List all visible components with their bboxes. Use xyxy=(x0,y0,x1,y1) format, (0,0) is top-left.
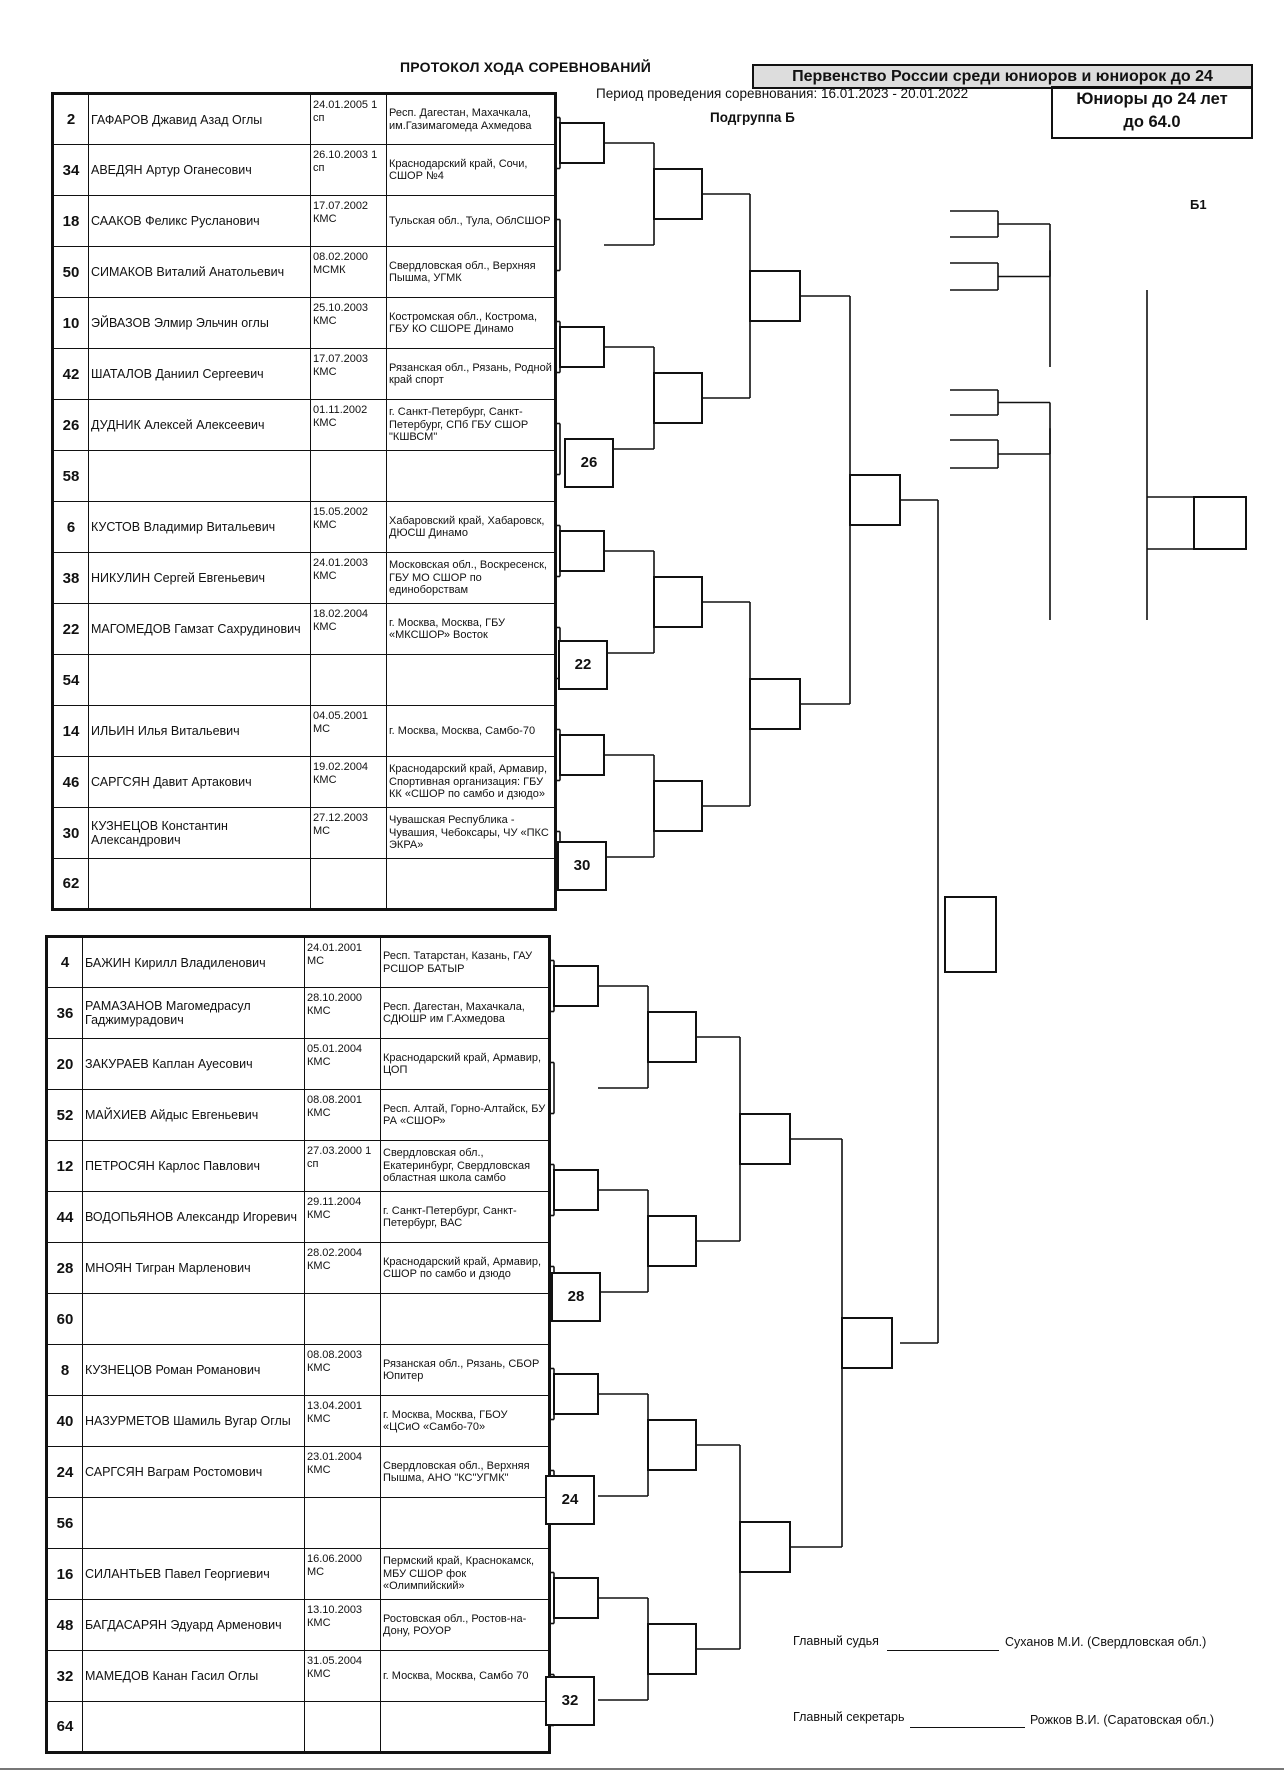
chief-judge-label: Главный судья xyxy=(793,1634,879,1648)
birthdate-rank xyxy=(311,502,387,553)
bye-seed-box: 32 xyxy=(545,1676,595,1726)
sport-rank: КМС xyxy=(313,417,337,429)
draw-number: 36 xyxy=(47,988,83,1039)
birthdate-rank xyxy=(305,1345,381,1396)
athlete-name: ШАТАЛОВ Даниил Сергеевич xyxy=(89,349,311,400)
birthdate-rank xyxy=(305,937,381,988)
weight-category: до 64.0 xyxy=(1123,113,1181,131)
athlete-club: Респ. Татарстан, Казань, ГАУ РСШОР БАТЫР xyxy=(381,937,550,988)
draw-number: 26 xyxy=(53,400,89,451)
birthdate-rank xyxy=(311,349,387,400)
athlete-name: БАГДАСАРЯН Эдуард Арменович xyxy=(83,1600,305,1651)
athlete-name: КУСТОВ Владимир Витальевич xyxy=(89,502,311,553)
table-row xyxy=(47,1039,550,1090)
table-row xyxy=(53,706,556,757)
athlete-name: ПЕТРОСЯН Карлос Павлович xyxy=(83,1141,305,1192)
chief-secretary-name: Рожков В.И. (Саратовская обл.) xyxy=(1030,1713,1214,1727)
birth-date: 08.08.2003 xyxy=(307,1349,363,1361)
match-box xyxy=(945,897,996,972)
draw-number: 44 xyxy=(47,1192,83,1243)
table-row xyxy=(47,937,550,988)
draw-number: 12 xyxy=(47,1141,83,1192)
draw-number: 52 xyxy=(47,1090,83,1141)
athlete-name xyxy=(83,1702,305,1753)
draw-number: 30 xyxy=(53,808,89,859)
athlete-club xyxy=(381,1498,550,1549)
birthdate-rank xyxy=(311,553,387,604)
athlete-club: Респ. Алтай, Горно-Алтайск, БУ РА «СШОР» xyxy=(381,1090,550,1141)
birth-date: 05.01.2004 xyxy=(307,1043,363,1055)
draw-number: 22 xyxy=(53,604,89,655)
bye-seed-box: 24 xyxy=(545,1475,595,1525)
birthdate-rank xyxy=(305,1039,381,1090)
birth-date: 27.03.2000 1 xyxy=(307,1145,372,1157)
athlete-club: Свердловская обл., Екатеринбург, Свердловская областная школа самбо xyxy=(381,1141,550,1192)
birthdate-rank xyxy=(311,298,387,349)
athlete-name: ДУДНИК Алексей Алексеевич xyxy=(89,400,311,451)
table-row xyxy=(53,145,556,196)
sport-rank: сп xyxy=(313,162,325,174)
table-row xyxy=(53,604,556,655)
sport-rank: КМС xyxy=(307,1362,331,1374)
athlete-club: Краснодарский край, Сочи, СШОР №4 xyxy=(387,145,556,196)
sport-rank: МС xyxy=(313,825,331,837)
athlete-club: Хабаровский край, Хабаровск, ДЮСШ Динамо xyxy=(387,502,556,553)
birth-date: 23.01.2004 xyxy=(307,1451,363,1463)
athlete-name: КУЗНЕЦОВ Константин Александрович xyxy=(89,808,311,859)
birthdate-rank xyxy=(311,247,387,298)
draw-number: 4 xyxy=(47,937,83,988)
birthdate-rank xyxy=(311,655,387,706)
match-box xyxy=(750,271,800,321)
athlete-name: ВОДОПЬЯНОВ Александр Игоревич xyxy=(83,1192,305,1243)
bye-seed-box: 28 xyxy=(551,1272,601,1322)
match-box xyxy=(850,475,900,525)
athlete-name: САРГСЯН Ваграм Ростомович xyxy=(83,1447,305,1498)
match-box xyxy=(560,327,604,367)
athlete-club: Московская обл., Воскресенск, ГБУ МО СШОР по единоборствам xyxy=(387,553,556,604)
table-row xyxy=(53,808,556,859)
participants-table-bottom xyxy=(45,935,551,1754)
sport-rank: КМС xyxy=(307,1413,331,1425)
table-row xyxy=(47,1498,550,1549)
table-row xyxy=(47,1090,550,1141)
sport-rank: КМС xyxy=(313,519,337,531)
table-row xyxy=(47,1141,550,1192)
birthdate-rank xyxy=(305,1702,381,1753)
sport-rank: сп xyxy=(307,1158,319,1170)
birthdate-rank xyxy=(311,145,387,196)
athlete-club: Чувашская Республика - Чувашия, Чебоксары, ЧУ «ПКС ЭКРА» xyxy=(387,808,556,859)
birthdate-rank xyxy=(305,1294,381,1345)
birthdate-rank xyxy=(311,808,387,859)
athlete-name: ГАФАРОВ Джавид Азад Оглы xyxy=(89,94,311,145)
birth-date: 24.01.2003 xyxy=(313,557,369,569)
birth-date: 04.05.2001 xyxy=(313,710,369,722)
sport-rank: КМС xyxy=(307,1107,331,1119)
athlete-name: МАМЕДОВ Канан Гасил Оглы xyxy=(83,1651,305,1702)
draw-number: 10 xyxy=(53,298,89,349)
draw-number: 62 xyxy=(53,859,89,910)
birthdate-rank xyxy=(305,1141,381,1192)
draw-number: 6 xyxy=(53,502,89,553)
athlete-club: г. Москва, Москва, Самбо-70 xyxy=(387,706,556,757)
birth-date: 13.04.2001 xyxy=(307,1400,363,1412)
chief-secretary-label: Главный секретарь xyxy=(793,1710,905,1724)
bye-seed-box: 30 xyxy=(557,841,607,891)
chief-judge-name: Суханов М.И. (Свердловская обл.) xyxy=(1005,1635,1207,1649)
table-row xyxy=(47,1447,550,1498)
sport-rank: КМС xyxy=(307,1056,331,1068)
athlete-club: Ростовская обл., Ростов-на-Дону, РОУОР xyxy=(381,1600,550,1651)
match-box xyxy=(554,1578,598,1618)
birth-date: 28.02.2004 xyxy=(307,1247,363,1259)
sport-rank: КМС xyxy=(307,1464,331,1476)
bye-seed-box: 26 xyxy=(564,438,614,488)
match-box xyxy=(560,123,604,163)
athlete-club: г. Москва, Москва, ГБУ «МКСШОР» Восток xyxy=(387,604,556,655)
athlete-club: Краснодарский край, Армавир, Спортивная организация: ГБУ КК «СШОР по самбо и дзюдо» xyxy=(387,757,556,808)
draw-number: 58 xyxy=(53,451,89,502)
sport-rank: сп xyxy=(313,112,325,124)
table-row xyxy=(53,502,556,553)
draw-number: 42 xyxy=(53,349,89,400)
table-row xyxy=(47,1294,550,1345)
table-row xyxy=(53,451,556,502)
competition-title: Первенство России среди юниоров и юниорок до 24 xyxy=(752,64,1253,89)
birthdate-rank xyxy=(305,1192,381,1243)
sport-rank: МС xyxy=(313,723,331,735)
birthdate-rank xyxy=(305,1396,381,1447)
birth-date: 28.10.2000 xyxy=(307,992,363,1004)
match-box xyxy=(648,1624,696,1674)
birth-date: 08.08.2001 xyxy=(307,1094,363,1106)
athlete-club: Краснодарский край, Армавир, СШОР по самбо и дзюдо xyxy=(381,1243,550,1294)
birthdate-rank xyxy=(305,1447,381,1498)
table-row xyxy=(47,988,550,1039)
draw-number: 46 xyxy=(53,757,89,808)
draw-number: 40 xyxy=(47,1396,83,1447)
athlete-club xyxy=(387,859,556,910)
sport-rank: МС xyxy=(307,1566,325,1578)
athlete-club: Респ. Дагестан, Махачкала, СДЮШР им Г.Ахмедова xyxy=(381,988,550,1039)
bye-seed-box: 22 xyxy=(558,640,608,690)
birth-date: 15.05.2002 xyxy=(313,506,369,518)
athlete-name: СИЛАНТЬЕВ Павел Георгиевич xyxy=(83,1549,305,1600)
athlete-club xyxy=(381,1294,550,1345)
match-box xyxy=(654,373,702,423)
sport-rank: КМС xyxy=(313,774,337,786)
birthdate-rank xyxy=(305,1090,381,1141)
athlete-club xyxy=(387,451,556,502)
match-box xyxy=(654,781,702,831)
birth-date: 13.10.2003 xyxy=(307,1604,363,1616)
birth-date: 01.11.2002 xyxy=(313,404,368,416)
table-row xyxy=(53,298,556,349)
birthdate-rank xyxy=(305,988,381,1039)
match-box xyxy=(560,531,604,571)
match-box xyxy=(654,577,702,627)
draw-number: 48 xyxy=(47,1600,83,1651)
birthdate-rank xyxy=(311,196,387,247)
sport-rank: КМС xyxy=(307,1260,331,1272)
birthdate-rank xyxy=(305,1549,381,1600)
birth-date: 29.11.2004 xyxy=(307,1196,362,1208)
athlete-name: ЭЙВАЗОВ Элмир Эльчин оглы xyxy=(89,298,311,349)
athlete-club: г. Санкт-Петербург, Санкт-Петербург, ВАС xyxy=(381,1192,550,1243)
athlete-club: г. Санкт-Петербург, Санкт-Петербург, СПб ГБУ СШОР "КШВСМ" xyxy=(387,400,556,451)
draw-number: 14 xyxy=(53,706,89,757)
athlete-club xyxy=(387,655,556,706)
draw-number: 8 xyxy=(47,1345,83,1396)
athlete-club: Респ. Дагестан, Махачкала, им.Газимагомеда Ахмедова xyxy=(387,94,556,145)
athlete-name: МНОЯН Тигран Марленович xyxy=(83,1243,305,1294)
table-row xyxy=(47,1192,550,1243)
match-box xyxy=(648,1420,696,1470)
sport-rank: КМС xyxy=(313,366,337,378)
birthdate-rank xyxy=(305,1651,381,1702)
draw-number: 2 xyxy=(53,94,89,145)
athlete-club: Костромская обл., Кострома, ГБУ КО СШОРЕ Динамо xyxy=(387,298,556,349)
match-box xyxy=(554,966,598,1006)
athlete-club: Рязанская обл., Рязань, Родной край спорт xyxy=(387,349,556,400)
draw-number: 20 xyxy=(47,1039,83,1090)
athlete-name xyxy=(83,1294,305,1345)
match-box xyxy=(554,1170,598,1210)
birth-date: 24.01.2005 1 xyxy=(313,99,378,111)
birthdate-rank xyxy=(311,859,387,910)
bracket-tag: Б1 xyxy=(1190,197,1207,212)
table-row xyxy=(47,1651,550,1702)
athlete-name: СИМАКОВ Виталий Анатольевич xyxy=(89,247,311,298)
athlete-club: Пермский край, Краснокамск, МБУ СШОР фок «Олимпийский» xyxy=(381,1549,550,1600)
match-box xyxy=(740,1522,790,1572)
birthdate-rank xyxy=(311,757,387,808)
birth-date: 25.10.2003 xyxy=(313,302,369,314)
table-row xyxy=(53,655,556,706)
chief-secretary-signature-line xyxy=(910,1727,1025,1728)
table-row xyxy=(53,859,556,910)
draw-number: 32 xyxy=(47,1651,83,1702)
athlete-name: АВЕДЯН Артур Оганесович xyxy=(89,145,311,196)
athlete-name: МАЙХИЕВ Айдыс Евгеньевич xyxy=(83,1090,305,1141)
birth-date: 17.07.2002 xyxy=(313,200,369,212)
sport-rank: КМС xyxy=(313,621,337,633)
sport-rank: МСМК xyxy=(313,264,346,276)
birth-date: 26.10.2003 1 xyxy=(313,149,378,161)
match-box xyxy=(842,1318,892,1368)
draw-number: 60 xyxy=(47,1294,83,1345)
athlete-name xyxy=(89,655,311,706)
draw-number: 56 xyxy=(47,1498,83,1549)
athlete-name: НАЗУРМЕТОВ Шамиль Вугар Оглы xyxy=(83,1396,305,1447)
match-box xyxy=(648,1216,696,1266)
draw-number: 50 xyxy=(53,247,89,298)
subgroup-label: Подгруппа Б xyxy=(710,110,795,125)
sport-rank: КМС xyxy=(313,570,337,582)
birth-date: 24.01.2001 xyxy=(307,942,363,954)
table-row xyxy=(47,1549,550,1600)
athlete-club xyxy=(381,1702,550,1753)
sport-rank: КМС xyxy=(313,213,337,225)
draw-number: 54 xyxy=(53,655,89,706)
athlete-club: г. Москва, Москва, Самбо 70 xyxy=(381,1651,550,1702)
draw-number: 64 xyxy=(47,1702,83,1753)
athlete-name: РАМАЗАНОВ Магомедрасул Гаджимурадович xyxy=(83,988,305,1039)
match-box xyxy=(648,1012,696,1062)
match-box xyxy=(560,735,604,775)
birth-date: 16.06.2000 xyxy=(307,1553,363,1565)
athlete-name: ИЛЬИН Илья Витальевич xyxy=(89,706,311,757)
draw-number: 18 xyxy=(53,196,89,247)
birthdate-rank xyxy=(311,706,387,757)
draw-number: 24 xyxy=(47,1447,83,1498)
athlete-name: КУЗНЕЦОВ Роман Романович xyxy=(83,1345,305,1396)
table-row xyxy=(47,1396,550,1447)
athlete-name: МАГОМЕДОВ Гамзат Сахрудинович xyxy=(89,604,311,655)
birth-date: 31.05.2004 xyxy=(307,1655,363,1667)
birth-date: 19.02.2004 xyxy=(313,761,369,773)
birthdate-rank xyxy=(305,1243,381,1294)
birthdate-rank xyxy=(311,604,387,655)
athlete-club: Краснодарский край, Армавир, ЦОП xyxy=(381,1039,550,1090)
athlete-name: НИКУЛИН Сергей Евгеньевич xyxy=(89,553,311,604)
athlete-club: г. Москва, Москва, ГБОУ «ЦСиО «Самбо-70» xyxy=(381,1396,550,1447)
draw-number: 28 xyxy=(47,1243,83,1294)
table-row xyxy=(47,1600,550,1651)
table-row xyxy=(53,196,556,247)
athlete-club: Рязанская обл., Рязань, СБОР Юпитер xyxy=(381,1345,550,1396)
draw-number: 34 xyxy=(53,145,89,196)
birthdate-rank xyxy=(305,1600,381,1651)
birthdate-rank xyxy=(311,400,387,451)
sport-rank: КМС xyxy=(307,1617,331,1629)
birth-date: 18.02.2004 xyxy=(313,608,369,620)
table-row xyxy=(53,94,556,145)
age-category: Юниоры до 24 лет xyxy=(1076,90,1228,108)
table-row xyxy=(47,1345,550,1396)
birth-date: 08.02.2000 xyxy=(313,251,369,263)
athlete-club: Свердловская обл., Верхняя Пышма, АНО "КС"УГМК" xyxy=(381,1447,550,1498)
protocol-title: ПРОТОКОЛ ХОДА СОРЕВНОВАНИЙ xyxy=(400,59,652,75)
athlete-name xyxy=(89,451,311,502)
table-row xyxy=(47,1243,550,1294)
table-row xyxy=(53,553,556,604)
table-row xyxy=(47,1702,550,1753)
table-row xyxy=(53,400,556,451)
chief-judge-signature-line xyxy=(887,1650,999,1651)
match-box xyxy=(1194,497,1246,549)
draw-number: 16 xyxy=(47,1549,83,1600)
sport-rank: КМС xyxy=(307,1668,331,1680)
athlete-club: Свердловская обл., Верхняя Пышма, УГМК xyxy=(387,247,556,298)
competition-period: Период проведения соревнования: 16.01.2023 - 20.01.2022 xyxy=(596,86,969,101)
table-row xyxy=(53,757,556,808)
sport-rank: МС xyxy=(307,955,325,967)
participants-table-top xyxy=(51,92,557,911)
table-row xyxy=(53,349,556,400)
athlete-name: ЗАКУРАЕВ Каплан Ауесович xyxy=(83,1039,305,1090)
page-edge-line xyxy=(0,1768,1284,1770)
birth-date: 17.07.2003 xyxy=(313,353,369,365)
match-box xyxy=(750,679,800,729)
athlete-club: Тульская обл., Тула, ОблСШОР xyxy=(387,196,556,247)
table-row xyxy=(53,247,556,298)
athlete-name: БАЖИН Кирилл Владиленович xyxy=(83,937,305,988)
sport-rank: КМС xyxy=(307,1209,331,1221)
birthdate-rank xyxy=(305,1498,381,1549)
sport-rank: КМС xyxy=(313,315,337,327)
match-box xyxy=(654,169,702,219)
sport-rank: КМС xyxy=(307,1005,331,1017)
athlete-name xyxy=(83,1498,305,1549)
athlete-name xyxy=(89,859,311,910)
athlete-name: САРГСЯН Давит Артакович xyxy=(89,757,311,808)
athlete-name: СААКОВ Феликс Русланович xyxy=(89,196,311,247)
birthdate-rank xyxy=(311,451,387,502)
match-box xyxy=(554,1374,598,1414)
birth-date: 27.12.2003 xyxy=(313,812,369,824)
draw-number: 38 xyxy=(53,553,89,604)
match-box xyxy=(740,1114,790,1164)
birthdate-rank xyxy=(311,94,387,145)
